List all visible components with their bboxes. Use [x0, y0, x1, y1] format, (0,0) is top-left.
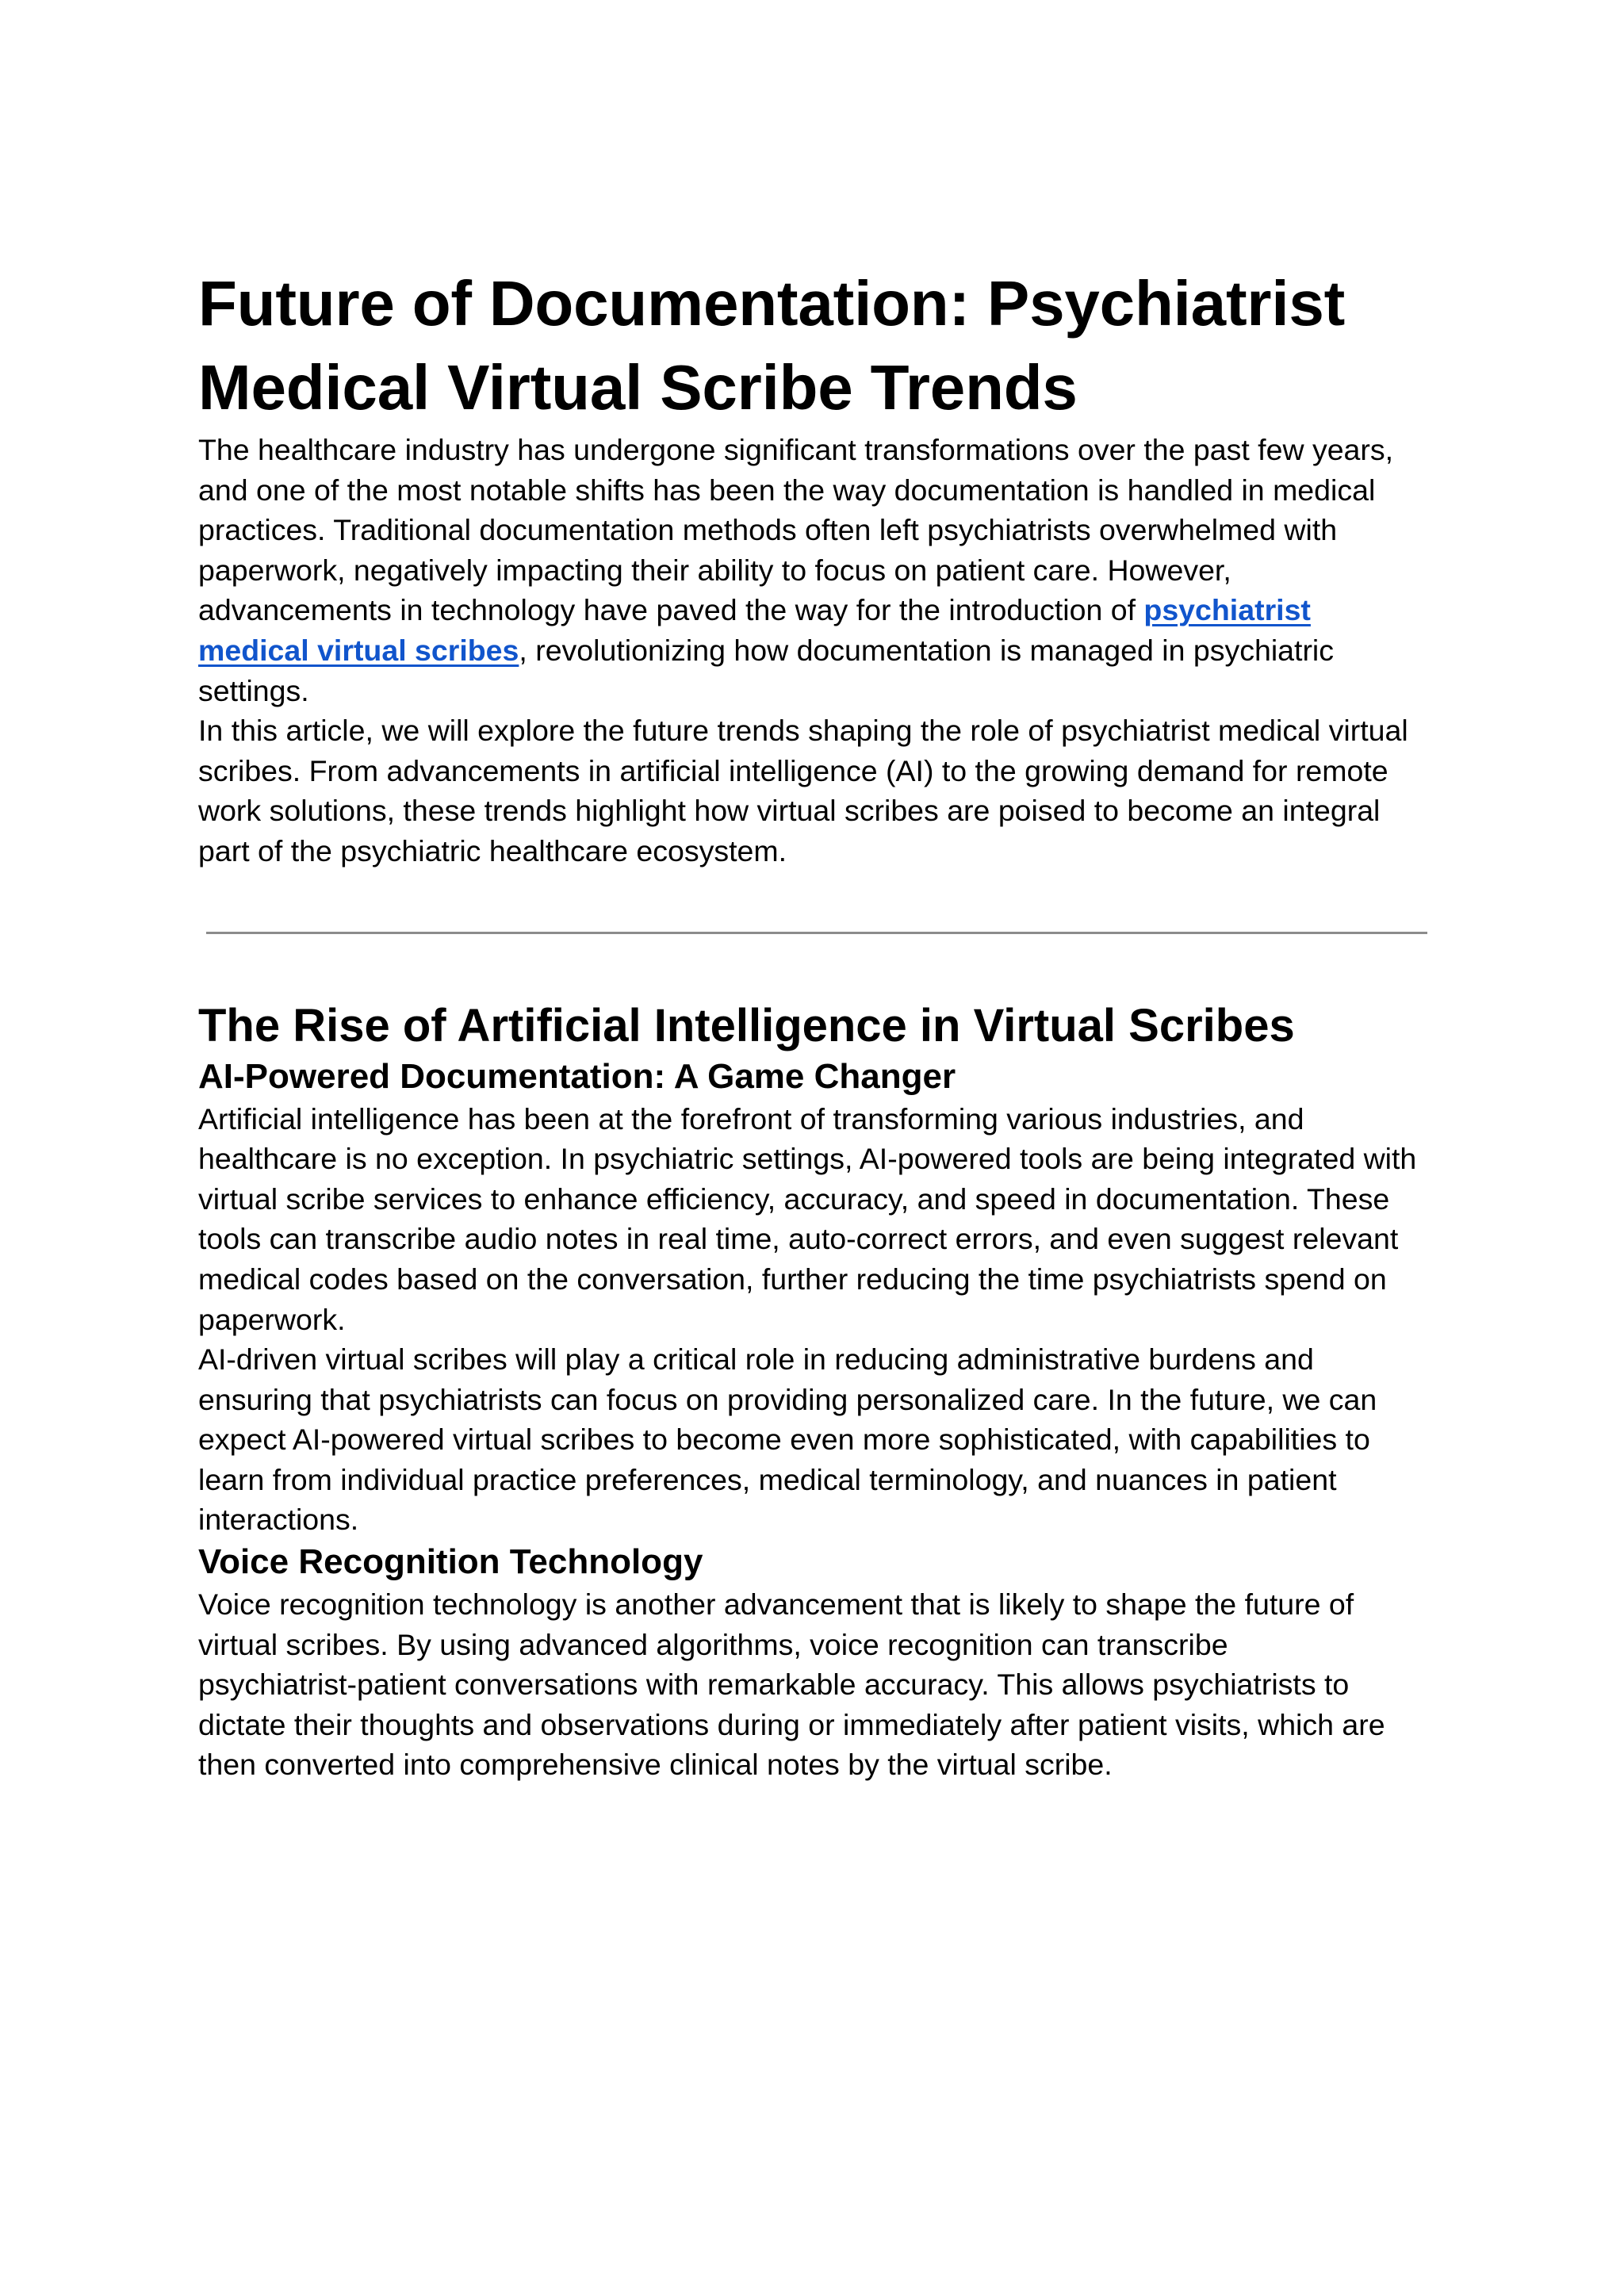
text-segment: , revolutionizing how documentation is managed in psychiatric — [519, 633, 1335, 667]
text-line: settings. — [198, 673, 309, 707]
text-line: virtual scribe services to enhance efficiency, accuracy, and speed in documentation. These — [198, 1181, 1390, 1216]
text-line — [198, 630, 1435, 671]
body-paragraph — [198, 1584, 1435, 1785]
title-line: Future of Documentation: Psychiatrist — [198, 268, 1346, 339]
body-paragraph — [198, 1339, 1435, 1540]
document-page — [198, 262, 1435, 1785]
title-line: Medical Virtual Scribe Trends — [198, 352, 1078, 423]
text-line: interactions. — [198, 1503, 359, 1537]
text-line: Voice recognition technology is another advancement that is likely to shape the future of — [198, 1587, 1354, 1622]
text-line: practices. Traditional documentation methods often left psychiatrists overwhelmed with — [198, 513, 1338, 547]
intro-paragraph — [198, 710, 1435, 871]
subsection-heading: Voice Recognition Technology — [198, 1542, 703, 1582]
text-line: part of the psychiatric healthcare ecosystem. — [198, 833, 787, 867]
text-line: The healthcare industry has undergone significant transformations over the past few years, — [198, 433, 1394, 466]
text-line: healthcare is no exception. In psychiatric settings, AI-powered tools are being integrated with — [198, 1142, 1417, 1176]
text-line: Artificial intelligence has been at the forefront of transforming various industries, and — [198, 1101, 1304, 1136]
text-line: learn from individual practice preferences, medical terminology, and nuances in patient — [198, 1462, 1337, 1496]
text-line: expect AI-powered virtual scribes to become even more sophisticated, with capabilities to — [198, 1423, 1370, 1457]
psychiatrist-scribes-link[interactable]: psychiatrist — [1143, 593, 1311, 627]
page-title — [198, 262, 1435, 430]
text-line: psychiatrist-patient conversations with remarkable accuracy. This allows psychiatrists to — [198, 1668, 1350, 1702]
text-line: tools can transcribe audio notes in real time, auto-correct errors, and even suggest relevant — [198, 1222, 1399, 1256]
text-line: paperwork, negatively impacting their ability to focus on patient care. However, — [198, 553, 1231, 587]
subsection-heading: AI-Powered Documentation: A Game Changer — [198, 1056, 956, 1096]
text-line: and one of the most notable shifts has been the way documentation is handled in medical — [198, 473, 1376, 507]
text-line: paperwork. — [198, 1302, 346, 1336]
text-line: In this article, we will explore the future trends shaping the role of psychiatrist medical virtual — [198, 714, 1408, 748]
intro-paragraph — [198, 430, 1435, 710]
text-line: ensuring that psychiatrists can focus on providing personalized care. In the future, we can — [198, 1382, 1377, 1416]
text-line: scribes. From advancements in artificial intelligence (AI) to the growing demand for remote — [198, 753, 1388, 787]
body-paragraph — [198, 1099, 1435, 1340]
section-heading: The Rise of Artificial Intelligence in Virtual Scribes — [198, 999, 1295, 1051]
text-line: work solutions, these trends highlight how virtual scribes are poised to become an integral — [198, 794, 1381, 828]
text-line: medical codes based on the conversation, further reducing the time psychiatrists spend on — [198, 1262, 1387, 1296]
psychiatrist-scribes-link[interactable]: medical virtual scribes — [198, 633, 519, 667]
text-line: AI-driven virtual scribes will play a critical role in reducing administrative burdens and — [198, 1342, 1314, 1377]
horizontal-divider — [206, 932, 1427, 934]
text-line: virtual scribes. By using advanced algorithms, voice recognition can transcribe — [198, 1627, 1228, 1661]
text-segment: advancements in technology have paved the way for the introduction of — [198, 593, 1144, 627]
text-line: then converted into comprehensive clinical notes by the virtual scribe. — [198, 1748, 1113, 1782]
text-line: dictate their thoughts and observations during or immediately after patient visits, which are — [198, 1707, 1385, 1741]
text-line — [198, 590, 1435, 630]
